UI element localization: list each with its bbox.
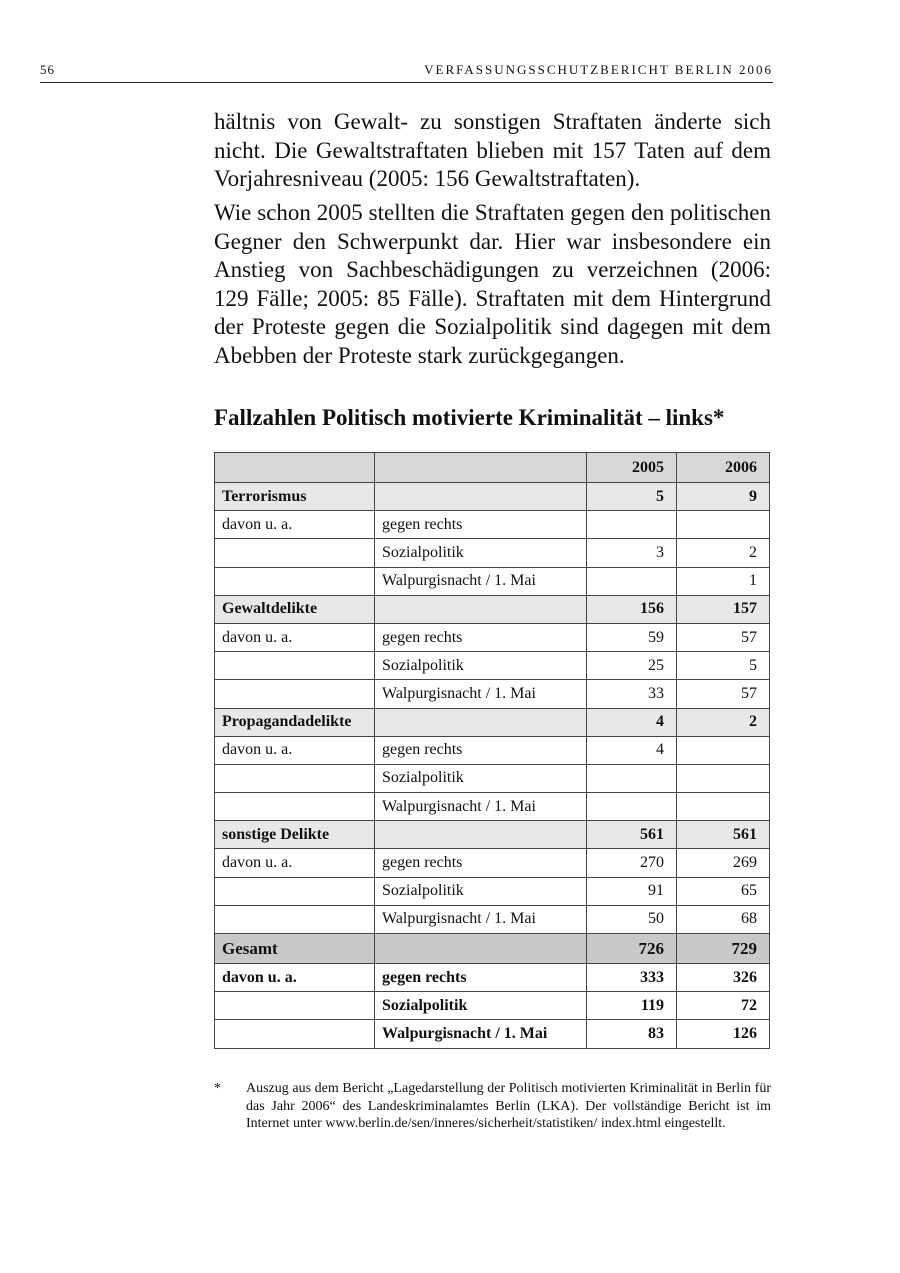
value-2006-cell: 1 [677, 567, 770, 595]
row-sublabel-cell: Sozialpolitik [375, 992, 587, 1020]
row-sublabel-cell: gegen rechts [375, 964, 587, 992]
body-paragraph-2: Wie schon 2005 stellten die Straftaten gegen den politischen Gegner den Schwerpunkt dar. Hier war insbesondere ein Anstieg von Sachbeschädigungen zu verzeichnen (2006: 129 Fälle; 2005: 85 Fälle). Straftaten mit dem Hintergrund der Proteste gegen die Sozialpolitik sind dagegen mit dem Abebben der Proteste stark zurückgegangen. [214, 200, 771, 368]
table-row [215, 623, 770, 651]
table-row [215, 680, 770, 708]
row-label-cell [215, 764, 375, 792]
row-sublabel-cell: gegen rechts [375, 849, 587, 877]
table-row [215, 708, 770, 736]
value-2005-cell: 3 [587, 539, 677, 567]
header-cell [375, 453, 587, 483]
table-row [215, 793, 770, 821]
footnote [214, 1080, 771, 1133]
row-label-cell [215, 793, 375, 821]
row-label-cell: Terrorismus [215, 483, 375, 511]
row-sublabel-cell: gegen rechts [375, 623, 587, 651]
table-row [215, 992, 770, 1020]
row-label-cell: davon u. a. [215, 623, 375, 651]
value-2006-cell: 65 [677, 877, 770, 905]
table-row [215, 849, 770, 877]
value-2005-cell [587, 764, 677, 792]
value-2005-cell [587, 793, 677, 821]
value-2006-cell: 57 [677, 680, 770, 708]
table-row [215, 905, 770, 933]
table-row [215, 511, 770, 539]
value-2005-cell: 33 [587, 680, 677, 708]
row-label-cell: davon u. a. [215, 511, 375, 539]
value-2005-cell: 83 [587, 1020, 677, 1048]
value-2005-cell: 270 [587, 849, 677, 877]
table-row [215, 736, 770, 764]
row-label-cell [215, 877, 375, 905]
row-sublabel-cell: Sozialpolitik [375, 539, 587, 567]
value-2006-cell: 126 [677, 1020, 770, 1048]
value-2005-cell: 156 [587, 595, 677, 623]
row-sublabel-cell [375, 483, 587, 511]
row-sublabel-cell: Walpurgisnacht / 1. Mai [375, 680, 587, 708]
table-row [215, 1020, 770, 1048]
table-row [215, 595, 770, 623]
value-2006-cell: 561 [677, 821, 770, 849]
value-2005-cell: 25 [587, 652, 677, 680]
row-label-cell: Gesamt [215, 934, 375, 964]
value-2005-cell [587, 511, 677, 539]
row-sublabel-cell [375, 708, 587, 736]
row-sublabel-cell: gegen rechts [375, 736, 587, 764]
row-label-cell: davon u. a. [215, 736, 375, 764]
row-label-cell: davon u. a. [215, 964, 375, 992]
value-2006-cell: 9 [677, 483, 770, 511]
row-label-cell: davon u. a. [215, 849, 375, 877]
table-row [215, 567, 770, 595]
row-sublabel-cell [375, 595, 587, 623]
value-2005-cell: 4 [587, 736, 677, 764]
row-label-cell [215, 992, 375, 1020]
table-row [215, 821, 770, 849]
table-row [215, 764, 770, 792]
header-cell [215, 453, 375, 483]
value-2006-cell [677, 793, 770, 821]
value-2006-cell [677, 511, 770, 539]
value-2005-cell: 5 [587, 483, 677, 511]
value-2005-cell: 59 [587, 623, 677, 651]
row-sublabel-cell: Walpurgisnacht / 1. Mai [375, 793, 587, 821]
value-2006-cell [677, 736, 770, 764]
body-paragraph-1: hältnis von Gewalt- zu sonstigen Straftaten änderte sich nicht. Die Gewaltstraftaten blieben mit 157 Taten auf dem Vorjahresniveau (2005: 156 Gewaltstraftaten). [214, 109, 771, 191]
table-row [215, 652, 770, 680]
row-sublabel-cell: Walpurgisnacht / 1. Mai [375, 905, 587, 933]
value-2006-cell: 2 [677, 708, 770, 736]
value-2005-cell: 561 [587, 821, 677, 849]
value-2006-cell: 157 [677, 595, 770, 623]
value-2005-cell: 333 [587, 964, 677, 992]
row-sublabel-cell: Sozialpolitik [375, 764, 587, 792]
value-2006-cell: 72 [677, 992, 770, 1020]
row-sublabel-cell: Sozialpolitik [375, 877, 587, 905]
table-row [215, 964, 770, 992]
row-label-cell [215, 905, 375, 933]
row-label-cell: Gewaltdelikte [215, 595, 375, 623]
value-2005-cell: 4 [587, 708, 677, 736]
row-label-cell [215, 567, 375, 595]
value-2005-cell [587, 567, 677, 595]
row-label-cell [215, 539, 375, 567]
value-2006-cell: 57 [677, 623, 770, 651]
row-sublabel-cell: Sozialpolitik [375, 652, 587, 680]
row-sublabel-cell: Walpurgisnacht / 1. Mai [375, 1020, 587, 1048]
value-2006-cell: 326 [677, 964, 770, 992]
table-row [215, 877, 770, 905]
header-cell-2005: 2005 [587, 453, 677, 483]
header-cell-2006: 2006 [677, 453, 770, 483]
value-2006-cell: 269 [677, 849, 770, 877]
value-2006-cell: 729 [677, 934, 770, 964]
value-2005-cell: 119 [587, 992, 677, 1020]
row-label-cell [215, 1020, 375, 1048]
row-sublabel-cell: Walpurgisnacht / 1. Mai [375, 567, 587, 595]
value-2006-cell: 68 [677, 905, 770, 933]
page-header [40, 62, 773, 83]
table-row [215, 539, 770, 567]
running-title: VERFASSUNGSSCHUTZBERICHT BERLIN 2006 [424, 62, 773, 77]
row-label-cell [215, 652, 375, 680]
footnote-marker: * [214, 1081, 221, 1096]
footnote-text: Auszug aus dem Bericht „Lagedarstellung der Politisch motivierten Kriminalität in Berlin für das Jahr 2006“ des Landeskriminalamtes Berlin (LKA). Der vollständige Bericht ist im Internet unter www.berlin.de/sen/inneres/sicherheit/statistiken/ index.html eingestellt. [246, 1081, 771, 1131]
row-label-cell [215, 680, 375, 708]
value-2006-cell: 2 [677, 539, 770, 567]
table-row [215, 934, 770, 964]
row-sublabel-cell [375, 821, 587, 849]
row-sublabel-cell: gegen rechts [375, 511, 587, 539]
row-label-cell: Propagandadelikte [215, 708, 375, 736]
value-2006-cell [677, 764, 770, 792]
statistics-table [214, 452, 770, 1049]
value-2005-cell: 726 [587, 934, 677, 964]
value-2006-cell: 5 [677, 652, 770, 680]
table-row [215, 483, 770, 511]
value-2005-cell: 91 [587, 877, 677, 905]
row-sublabel-cell [375, 934, 587, 964]
page-number: 56 [40, 62, 55, 77]
table-title: Fallzahlen Politisch motivierte Kriminalität – links* [214, 405, 725, 430]
value-2005-cell: 50 [587, 905, 677, 933]
table-header-row [215, 453, 770, 483]
row-label-cell: sonstige Delikte [215, 821, 375, 849]
